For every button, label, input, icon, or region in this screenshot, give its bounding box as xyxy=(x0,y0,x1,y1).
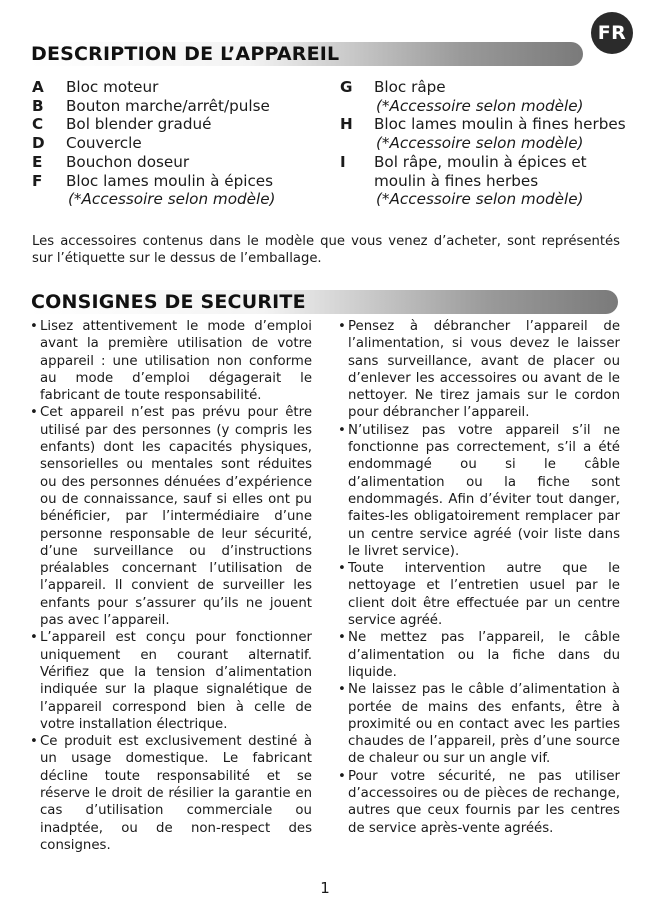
part-item xyxy=(32,97,332,116)
part-accessory-note: (*Accessoire selon modèle) xyxy=(376,134,584,153)
parts-list-right xyxy=(340,78,640,209)
part-name: Bouton marche/arrêt/pulse xyxy=(66,96,270,115)
bullet-icon: • xyxy=(338,630,346,646)
page-number: 1 xyxy=(320,879,330,897)
bullet-icon: • xyxy=(338,682,346,698)
part-letter: F xyxy=(32,171,43,190)
safety-heading-bar xyxy=(28,290,618,314)
part-letter: D xyxy=(32,134,45,153)
safety-bullet xyxy=(30,629,312,733)
safety-bullet-text: Ne laissez pas le câble d’alimentation à portée de mains des enfants, être à proximité ou en contact avec les parties chaudes de l’appareil, près d’une source de chaleur ou sur un angle vif. xyxy=(348,682,620,767)
part-name: Couvercle xyxy=(66,134,142,153)
bullet-icon: • xyxy=(338,319,346,334)
part-item xyxy=(32,78,332,97)
part-accessory-note: (*Accessoire selon modèle) xyxy=(376,190,584,209)
part-name: Bol blender gradué xyxy=(66,115,212,134)
safety-bullet xyxy=(338,629,620,681)
description-title: DESCRIPTION DE L’APPAREIL xyxy=(31,43,340,65)
description-heading-bar xyxy=(28,42,583,66)
part-name: Bloc lames moulin à fines herbes xyxy=(374,115,626,134)
safety-bullet-text: Ce produit est exclusivement destiné à un usage domestique. Le fabricant décline toute responsabilité et se réserve le droit de résilier la garantie en cas d’utilisation commerciale ou inadptée, ou de non-respect des consignes. xyxy=(40,734,312,853)
part-name: Bloc lames moulin à épices xyxy=(66,171,274,190)
safety-bullet-text: Ne mettez pas l’appareil, le câble d’alimentation ou la fiche dans du liquide. xyxy=(348,630,620,680)
part-item xyxy=(340,153,640,209)
safety-title: CONSIGNES DE SECURITE xyxy=(31,291,306,313)
bullet-icon: • xyxy=(30,319,38,334)
safety-bullet-text: Lisez attentivement le mode d’emploi avant la première utilisation de votre appareil : une utilisation non conforme au mode d’emploi dégagerait le fabricant de toute responsabilité. xyxy=(40,319,312,404)
safety-bullet xyxy=(30,733,312,854)
part-name: Bloc moteur xyxy=(66,78,159,96)
part-letter: G xyxy=(340,78,353,96)
safety-bullet xyxy=(338,318,620,422)
part-letter: A xyxy=(32,78,44,96)
safety-column-left xyxy=(30,318,312,854)
safety-column-right xyxy=(338,318,620,837)
part-item xyxy=(340,78,640,115)
bullet-icon: • xyxy=(30,405,38,421)
safety-bullet-text: L’appareil est conçu pour fonctionner uniquement en courant alternatif. Vérifiez que la tension d’alimentation indiquée sur la plaque signalétique de l’appareil correspond bien à celle de votre installation électrique. xyxy=(40,630,312,732)
part-item xyxy=(32,172,332,209)
safety-bullet-text: Toute intervention autre que le nettoyage et l’entretien usuel par le client doit être effectuée par un centre service agréé. xyxy=(348,561,620,629)
part-letter: E xyxy=(32,152,43,171)
part-item xyxy=(32,115,332,134)
safety-bullet xyxy=(338,768,620,837)
safety-bullet xyxy=(338,422,620,560)
bullet-icon: • xyxy=(338,422,346,438)
part-letter: H xyxy=(340,115,353,134)
part-name: Bol râpe, moulin à épices et moulin à fines herbes xyxy=(374,152,587,190)
safety-bullet-text: N’utilisez pas votre appareil s’il ne fonctionne pas correctement, s’il a été endommagé ou si le câble d’alimentation ou la fiche sont endommagés. Afin d’éviter tout danger, faites-les obligatoirement remplacer par un centre service agréé (voir liste dans le livret service). xyxy=(348,422,620,559)
part-letter: B xyxy=(32,96,44,115)
part-letter: C xyxy=(32,115,44,134)
language-badge: FR xyxy=(591,12,633,54)
safety-bullet xyxy=(338,681,620,767)
part-accessory-note: (*Accessoire selon modèle) xyxy=(376,96,584,115)
part-accessory-note: (*Accessoire selon modèle) xyxy=(68,190,276,209)
safety-bullet xyxy=(30,404,312,629)
bullet-icon: • xyxy=(338,561,346,577)
part-item xyxy=(32,153,332,172)
part-item xyxy=(340,115,640,152)
bullet-icon: • xyxy=(30,630,38,646)
part-letter: I xyxy=(340,152,346,171)
part-item xyxy=(32,134,332,153)
safety-bullet xyxy=(338,560,620,629)
part-name: Bloc râpe xyxy=(374,78,446,96)
part-name: Bouchon doseur xyxy=(66,152,190,171)
safety-bullet xyxy=(30,318,312,404)
bullet-icon: • xyxy=(30,734,38,750)
parts-list-left xyxy=(32,78,332,209)
safety-bullet-text: Cet appareil n’est pas prévu pour être utilisé par des personnes (y compris les enfants) dont les capacités physiques, sensorielles ou mentales sont réduites ou des personnes dénuées d’expérience ou de connaissance, sauf si elles ont pu bénéficier, par l’intermédiaire d’une personne responsable de leur sécurité, d’une surveillance ou d’instructions préalables concernant l’utilisation de l’appareil. Il convient de surveiller les enfants pour s’assurer qu’ils ne jouent pas avec l’appareil. xyxy=(40,405,312,629)
safety-bullet-text: Pensez à débrancher l’appareil de l’alimentation, si vous devez le laisser sans surveillance, avant de placer ou d’enlever les accessoires ou avant de le nettoyer. Ne tirez jamais sur le cordon pour débrancher l’appareil. xyxy=(348,319,620,421)
safety-bullet-text: Pour votre sécurité, ne pas utiliser d’accessoires ou de pièces de rechange, autres que ceux fournis par les centres de service après-vente agréés. xyxy=(348,768,620,836)
accessories-intro-text: Les accessoires contenus dans le modèle que vous venez d’acheter, sont représentés sur l’étiquette sur le dessus de l’emballage. xyxy=(32,234,620,266)
bullet-icon: • xyxy=(338,768,346,784)
